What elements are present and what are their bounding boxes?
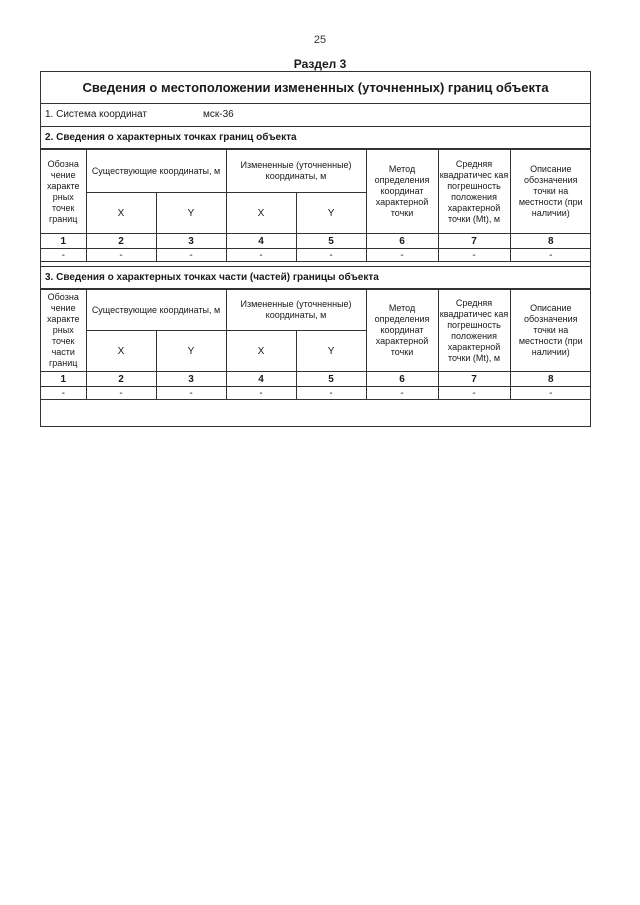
- table-cell: -: [366, 249, 438, 262]
- column-number: 2: [86, 234, 156, 249]
- column-number: 6: [366, 372, 438, 387]
- table-cell: -: [86, 249, 156, 262]
- column-number: 7: [438, 234, 510, 249]
- col-error-header: Средняя квадратичес кая погрешность положения характерной точки (Mt), м: [438, 290, 510, 372]
- part-points-table: [41, 289, 591, 400]
- column-number: 5: [296, 372, 366, 387]
- column-number: 2: [86, 372, 156, 387]
- y-header: Y: [296, 193, 366, 234]
- block2-title: 2. Сведения о характерных точках границ объекта: [41, 127, 590, 149]
- y-header: Y: [296, 331, 366, 372]
- col-changed-header: Измененные (уточненные) координаты, м: [226, 290, 366, 331]
- col-method-header: Метод определения координат характерной точки: [366, 290, 438, 372]
- x-header: X: [86, 331, 156, 372]
- table-cell: -: [510, 387, 591, 400]
- column-number: 3: [156, 372, 226, 387]
- column-number: 5: [296, 234, 366, 249]
- column-number-row: [41, 372, 591, 387]
- column-number: 8: [510, 234, 591, 249]
- coordinate-system-value: мск-36: [203, 109, 234, 120]
- col-existing-header: Существующие координаты, м: [86, 150, 226, 193]
- section-frame: [40, 71, 591, 427]
- table-header-row: [41, 290, 591, 331]
- table-cell: -: [226, 249, 296, 262]
- boundary-points-table: [41, 149, 591, 262]
- coordinate-system-row: [41, 104, 590, 127]
- table-cell: -: [226, 387, 296, 400]
- table-header-row: [41, 150, 591, 193]
- table-cell: -: [366, 387, 438, 400]
- table-row: [41, 249, 591, 262]
- col-point-header: Обозна чение характе рных точек части границ: [41, 290, 86, 372]
- table-cell: -: [41, 387, 86, 400]
- col-error-header: Средняя квадратичес кая погрешность положения характерной точки (Mt), м: [438, 150, 510, 234]
- coordinate-system-label: 1. Система координат: [45, 109, 147, 120]
- column-number: 4: [226, 234, 296, 249]
- section-title: Раздел 3: [293, 57, 347, 71]
- column-number: 4: [226, 372, 296, 387]
- col-existing-header: Существующие координаты, м: [86, 290, 226, 331]
- frame-header: Сведения о местоположении измененных (уточненных) границ объекта: [41, 72, 590, 104]
- column-number: 1: [41, 372, 86, 387]
- x-header: X: [226, 193, 296, 234]
- column-number-row: [41, 234, 591, 249]
- page-number: 25: [313, 34, 327, 46]
- table-cell: -: [156, 249, 226, 262]
- y-header: Y: [156, 331, 226, 372]
- table-cell: -: [296, 387, 366, 400]
- col-point-header: Обозна чение характе рных точек границ: [41, 150, 86, 234]
- table-cell: -: [296, 249, 366, 262]
- column-number: 7: [438, 372, 510, 387]
- col-method-header: Метод определения координат характерной точки: [366, 150, 438, 234]
- table-cell: -: [156, 387, 226, 400]
- table-cell: -: [41, 249, 86, 262]
- column-number: 3: [156, 234, 226, 249]
- table-row: [41, 387, 591, 400]
- column-number: 6: [366, 234, 438, 249]
- column-number: 1: [41, 234, 86, 249]
- x-header: X: [226, 331, 296, 372]
- block3-title: 3. Сведения о характерных точках части (частей) границы объекта: [41, 266, 590, 289]
- col-desc-header: Описание обозначения точки на местности (при наличии): [510, 290, 591, 372]
- col-desc-header: Описание обозначения точки на местности (при наличии): [510, 150, 591, 234]
- column-number: 8: [510, 372, 591, 387]
- x-header: X: [86, 193, 156, 234]
- y-header: Y: [156, 193, 226, 234]
- col-changed-header: Измененные (уточненные) координаты, м: [226, 150, 366, 193]
- table-cell: -: [510, 249, 591, 262]
- table-cell: -: [438, 387, 510, 400]
- table-cell: -: [86, 387, 156, 400]
- table-cell: -: [438, 249, 510, 262]
